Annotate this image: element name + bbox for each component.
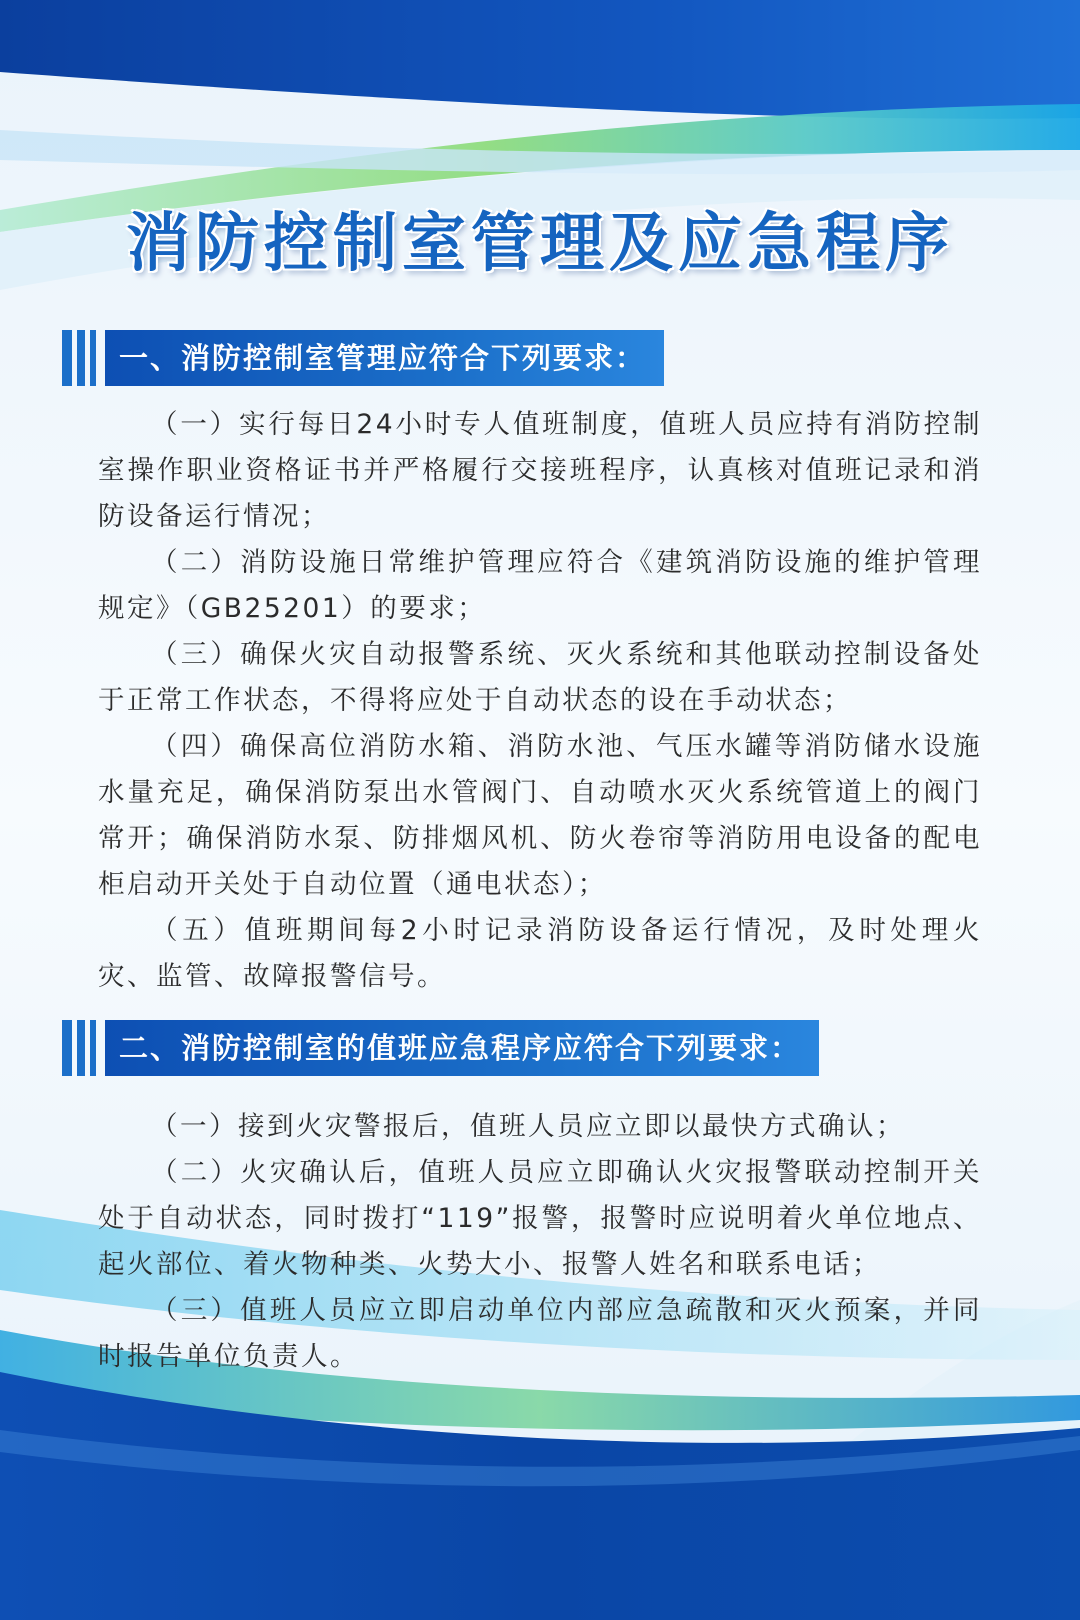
stripe-decoration <box>90 330 96 386</box>
paragraph: （二）火灾确认后，值班人员应立即确认火灾报警联动控制开关处于自动状态，同时拨打“119”报警，报警时应说明着火单位地点、起火部位、着火物种类、火势大小、报警人姓名和联系电话； <box>98 1157 982 1280</box>
paragraph: （三）值班人员应立即启动单位内部应急疏散和灭火预案，并同时报告单位负责人。 <box>98 1295 982 1372</box>
section-body-management <box>98 402 982 1000</box>
section-header-emergency <box>62 1020 819 1076</box>
stripe-decoration <box>77 330 85 386</box>
section-body-emergency <box>98 1104 982 1380</box>
section-header-management <box>62 330 664 386</box>
header-stripes <box>62 1020 101 1076</box>
stripe-decoration <box>77 1020 85 1076</box>
paragraph: （五）值班期间每2小时记录消防设备运行情况，及时处理火灾、监管、故障报警信号。 <box>98 915 982 992</box>
page-title: 消防控制室管理及应急程序 <box>126 207 954 281</box>
paragraph: （三）确保火灾自动报警系统、灭火系统和其他联动控制设备处于正常工作状态，不得将应处于自动状态的设在手动状态； <box>98 639 982 716</box>
paragraph: （一）实行每日24小时专人值班制度，值班人员应持有消防控制室操作职业资格证书并严格履行交接班程序，认真核对值班记录和消防设备运行情况； <box>98 409 982 532</box>
section-heading: 一、消防控制室管理应符合下列要求： <box>105 330 664 386</box>
stripe-decoration <box>62 330 72 386</box>
paragraph: （四）确保高位消防水箱、消防水池、气压水罐等消防储水设施水量充足，确保消防泵出水管阀门、自动喷水灭火系统管道上的阀门常开；确保消防水泵、防排烟风机、防火卷帘等消防用电设备的配电柜启动开关处于自动位置（通电状态）； <box>98 731 982 900</box>
stripe-decoration <box>62 1020 72 1076</box>
paragraph: （一）接到火灾警报后，值班人员应立即以最快方式确认； <box>151 1111 905 1142</box>
stripe-decoration <box>90 1020 96 1076</box>
paragraph: （二）消防设施日常维护管理应符合《建筑消防设施的维护管理规定》（GB25201）的要求； <box>98 547 982 624</box>
header-stripes <box>62 330 101 386</box>
section-heading: 二、消防控制室的值班应急程序应符合下列要求： <box>105 1020 819 1076</box>
